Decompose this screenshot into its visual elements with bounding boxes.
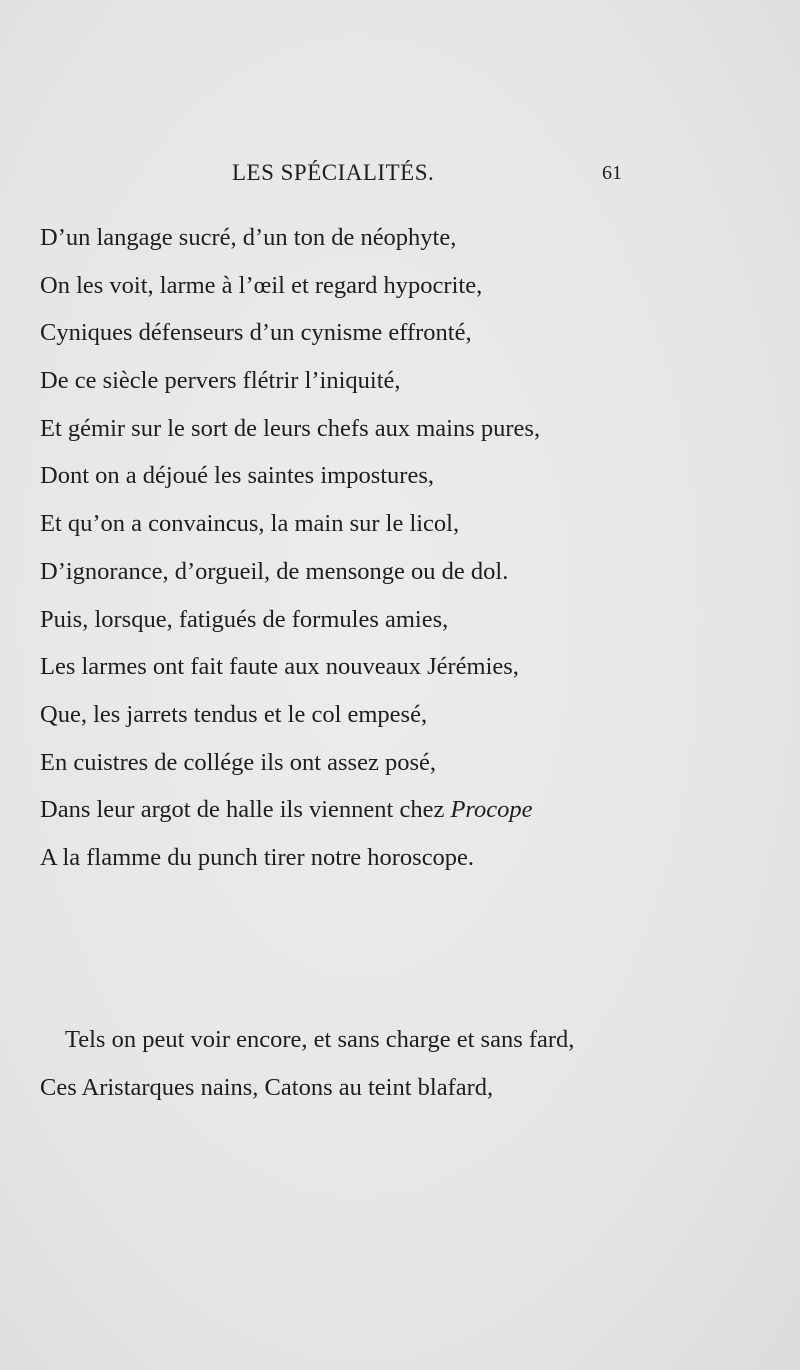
verse-line: On les voit, larme à l’œil et regard hypocrite, xyxy=(40,271,483,299)
verse-line: D’un langage sucré, d’un ton de néophyte, xyxy=(40,224,457,251)
verse-line: Les larmes ont fait faute aux nouveaux Jérémies, xyxy=(40,653,519,681)
verse-line: Et gémir sur le sort de leurs chefs aux mains pures, xyxy=(40,414,541,442)
verse-line: Puis, lorsque, fatigués de formules amies, xyxy=(40,605,449,633)
running-title: LES SPÉCIALITÉS. xyxy=(232,160,435,185)
stanza-2 xyxy=(40,1016,780,1111)
verse-text: Dans leur argot de halle ils viennent chez xyxy=(40,796,445,824)
verse-line-with-italic xyxy=(40,786,780,834)
page-number: 61 xyxy=(602,162,622,184)
verse-line: Que, les jarrets tendus et le col empesé, xyxy=(40,700,428,728)
verse-line: Cyniques défenseurs d’un cynisme effronté, xyxy=(40,319,472,347)
verse-line: Ces Aristarques nains, Catons au teint blafard, xyxy=(40,1073,494,1101)
verse-line: Tels on peut voir encore, et sans charge et sans fard, xyxy=(65,1026,575,1053)
italic-name: Procope xyxy=(450,796,533,824)
verse-line: Et qu’on a convaincus, la main sur le licol, xyxy=(40,510,460,538)
verse-line: D’ignorance, d’orgueil, de mensonge ou de dol. xyxy=(40,557,509,585)
verse-line: En cuistres de collége ils ont assez posé, xyxy=(40,748,436,776)
stanza-1 xyxy=(40,214,780,882)
running-head xyxy=(0,160,800,196)
verse-line: De ce siècle pervers flétrir l’iniquité, xyxy=(40,367,401,395)
verse-line: Dont on a déjoué les saintes impostures, xyxy=(40,462,434,490)
verse-line: A la flamme du punch tirer notre horoscope. xyxy=(40,843,475,871)
